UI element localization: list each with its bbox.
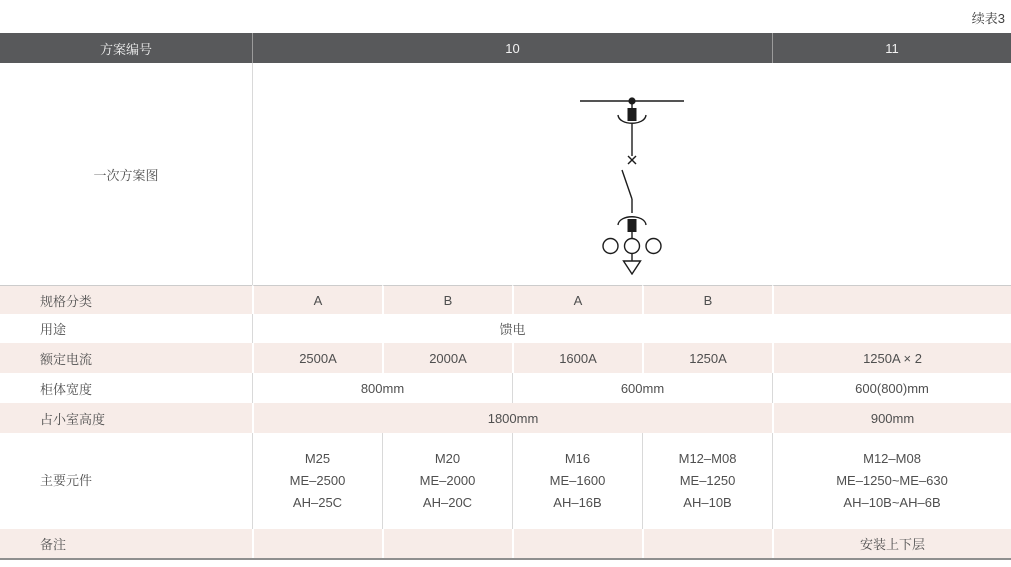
compartment-height-row (0, 403, 1011, 433)
cabinet-width-value: 800mm (252, 373, 512, 403)
single-line-diagram (253, 63, 1011, 278)
remarks-label: 备注 (0, 529, 252, 558)
header-scheme-label: 方案编号 (0, 33, 252, 63)
main-components-cell: M12–M08 ME–1250 AH–10B (642, 433, 772, 529)
main-components-cell: M25 ME–2500 AH–25C (252, 433, 382, 529)
main-components-cell: M20 ME–2000 AH–20C (382, 433, 512, 529)
breaker-blade (622, 170, 632, 199)
remarks-row (0, 529, 1011, 558)
main-components-cell: M12–M08 ME–1250~ME–630 AH–10B~AH–6B (772, 433, 1011, 529)
spec-class-value: B (642, 285, 772, 314)
cabinet-width-label: 柜体宽度 (0, 373, 252, 403)
spec-class-value: A (252, 285, 382, 314)
main-components-row (0, 433, 1011, 529)
current-transformer (625, 239, 640, 254)
diagram-row-label: 一次方案图 (0, 63, 252, 285)
remarks-value: 安装上下层 (772, 529, 1011, 558)
compartment-height-label: 占小室高度 (0, 403, 252, 433)
rated-current-value: 1250A × 2 (772, 343, 1011, 373)
diagram-cell (252, 63, 1011, 285)
remarks-cell-empty (382, 529, 512, 558)
rated-current-label: 额定电流 (0, 343, 252, 373)
rated-current-value: 2000A (382, 343, 512, 373)
continuation-label: 续表3 (971, 11, 1005, 26)
header-scheme-10: 10 (252, 33, 772, 63)
current-transformer (646, 239, 661, 254)
rated-current-value: 2500A (252, 343, 382, 373)
rated-current-value: 1250A (642, 343, 772, 373)
spec-class-value-empty (772, 285, 1011, 314)
feeder-arrow (624, 261, 641, 274)
spec-class-label: 规格分类 (0, 285, 252, 314)
rated-current-row (0, 343, 1011, 373)
feeder-single-line-diagram-icon (562, 93, 702, 275)
scheme-spec-table (0, 33, 1011, 560)
compartment-height-value: 1800mm (252, 403, 772, 433)
usage-label: 用途 (0, 314, 252, 343)
main-components-label: 主要元件 (0, 433, 252, 529)
main-components-cell: M16 ME–1600 AH–16B (512, 433, 642, 529)
compartment-height-value: 900mm (772, 403, 1011, 433)
cabinet-width-value: 600(800)mm (772, 373, 1011, 403)
spec-class-row (0, 285, 1011, 314)
remarks-cell-empty (252, 529, 382, 558)
usage-value: 馈电 (252, 314, 772, 343)
rated-current-value: 1600A (512, 343, 642, 373)
usage-row (0, 314, 1011, 343)
cabinet-width-row (0, 373, 1011, 403)
table-header-row (0, 33, 1011, 63)
cabinet-width-value: 600mm (512, 373, 772, 403)
remarks-cell-empty (512, 529, 642, 558)
current-transformer (603, 239, 618, 254)
usage-value-empty (772, 314, 1011, 343)
remarks-cell-empty (642, 529, 772, 558)
lower-plug-contact (628, 219, 637, 232)
upper-plug-contact (628, 108, 637, 121)
spec-class-value: A (512, 285, 642, 314)
header-scheme-11: 11 (772, 33, 1011, 63)
diagram-row (0, 63, 1011, 285)
spec-class-value: B (382, 285, 512, 314)
